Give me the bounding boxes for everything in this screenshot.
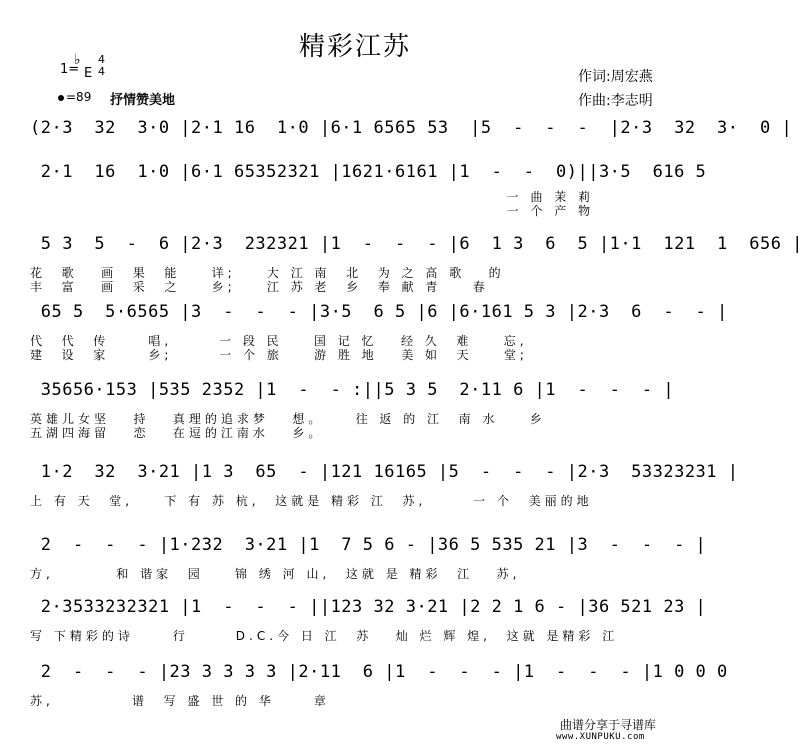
lyric-line: 花 歌 画 果 能 详; 大 江 南 北 为 之 高 歌 的 xyxy=(30,266,505,280)
song-title: 精彩江苏 xyxy=(298,32,411,62)
meter-top: 4 xyxy=(98,53,105,66)
tempo-value: =89 xyxy=(66,90,92,104)
expression-marking: 抒情赞美地 xyxy=(110,93,176,108)
composer-credit: 作曲:李志明 xyxy=(578,93,653,109)
lyric-line: 苏, 谱 写 盛 世 的 华 章 xyxy=(30,694,330,708)
score-row xyxy=(30,535,707,595)
notation-line: 2·1 16 1·0 |6·1 65352321 |1621·6161 |1 - - 0)||3·5 616 5 xyxy=(30,162,707,182)
notation-line: 5 3 5 - 6 |2·3 232321 |1 - - - |6 1 3 6 5 |1·1 121 1 656 | xyxy=(30,234,803,254)
time-signature xyxy=(98,54,105,78)
score-row xyxy=(30,302,728,362)
notation-line: 2 - - - |1·232 3·21 |1 7 5 6 - |36 5 535 21 |3 - - - | xyxy=(30,535,707,555)
notation-line: 1·2 32 3·21 |1 3 65 - |121 16165 |5 - - - |2·3 53323231 | xyxy=(30,462,739,482)
score-row xyxy=(30,597,707,657)
lyricist-credit: 作词:周宏燕 xyxy=(578,69,653,85)
key-signature xyxy=(60,52,105,81)
lyric-line: 上 有 天 堂, 下 有 苏 杭, 这就是 精彩 江 苏, 一 个 美丽的地 xyxy=(30,494,593,508)
score-row xyxy=(30,462,739,522)
notation-line: (2·3 32 3·0 |2·1 16 1·0 |6·1 6565 53 |5 - - - |2·3 32 3· 0 | xyxy=(30,118,793,138)
score-row xyxy=(30,662,728,722)
notation-line: 2 - - - |23 3 3 3 3 |2·11 6 |1 - - - |1 - - - |1 0 0 0 xyxy=(30,662,728,682)
footer-site-name: 曲谱分享于寻谱库 xyxy=(560,718,657,732)
score-row xyxy=(30,380,680,440)
score-row xyxy=(30,162,707,222)
flat-sign: ♭ xyxy=(74,52,81,68)
lyric-line: 丰 富 画 采 之 乡; 江 苏 老 乡 奉 献 青 春 xyxy=(30,280,489,294)
notation-line: 2·3533232321 |1 - - - ||123 32 3·21 |2 2 1 6 - |36 521 23 | xyxy=(30,597,707,617)
lyric-line: 一 曲 茉 莉 xyxy=(30,190,595,204)
score-row xyxy=(30,234,803,294)
lyric-line: 代 代 传 唱, 一 段 民 国 记 忆 经 久 难 忘, xyxy=(30,334,528,348)
key-prefix: 1= xyxy=(60,62,80,77)
lyric-line: 写 下精彩的诗 行 D.C.今 日 江 苏 灿 烂 辉 煌, 这就 是精彩 江 xyxy=(30,629,619,643)
lyric-line: 方, 和 谐家 园 锦 绣 河 山, 这就 是 精彩 江 苏, xyxy=(30,567,521,581)
lyric-line: 五湖四海留 恋 在逗的江南水 乡。 xyxy=(30,426,325,440)
tempo-marking xyxy=(58,90,91,104)
lyric-line: 英雄儿女坚 持 真理的追求梦 想。 往 返 的 江 南 水 乡 xyxy=(30,412,546,426)
notation-line: 35656·153 |535 2352 |1 - - :||5 3 5 2·11 6 |1 - - - | xyxy=(30,380,675,400)
lyric-line: 一 个 产 物 xyxy=(30,204,595,218)
meter-bottom: 4 xyxy=(98,65,105,78)
key-note: E xyxy=(84,66,93,81)
notation-line: 65 5 5·6565 |3 - - - |3·5 6 5 |6 |6·161 5 3 |2·3 6 - - | xyxy=(30,302,728,322)
quarter-note-icon xyxy=(58,95,64,101)
footer-site-url: www.XUNPUKU.com xyxy=(556,732,645,742)
lyric-line: 建 设 家 乡; 一 个 旅 游 胜 地 美 如 天 堂; xyxy=(30,348,528,362)
